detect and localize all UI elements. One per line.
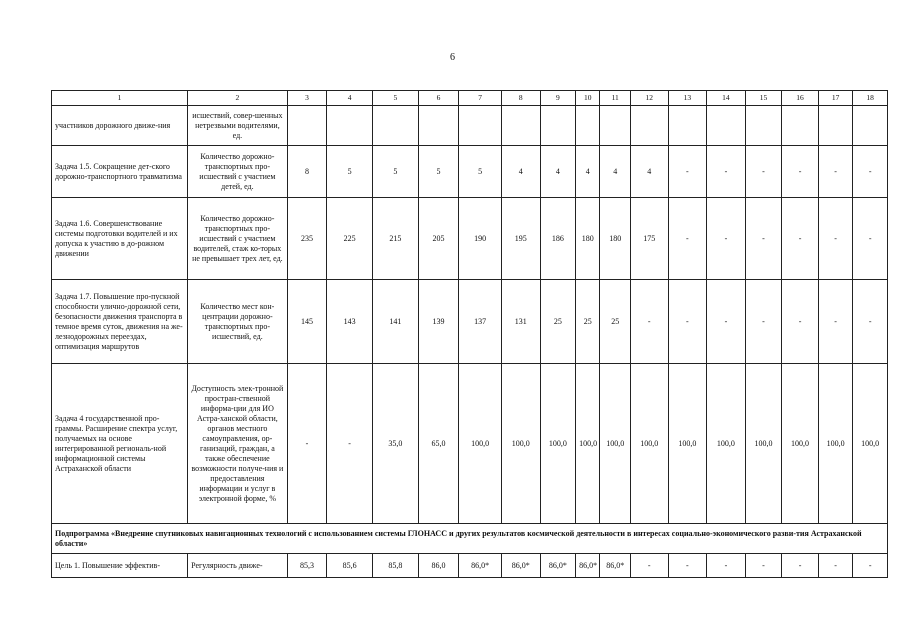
value-cell: -: [327, 364, 373, 524]
value-cell: 25: [576, 280, 600, 364]
header-cell: 13: [668, 91, 707, 106]
header-cell: 17: [818, 91, 853, 106]
value-cell: 5: [327, 146, 373, 198]
value-cell: [287, 106, 327, 146]
value-cell: -: [707, 198, 746, 280]
value-cell: 25: [600, 280, 630, 364]
value-cell: [668, 106, 707, 146]
subprogram-row: [52, 524, 888, 554]
value-cell: 4: [630, 146, 668, 198]
value-cell: -: [782, 280, 819, 364]
value-cell: -: [818, 198, 853, 280]
table-row: [52, 198, 888, 280]
indicator-cell: Количество дорожно-транспортных про-исшествий с участием детей, ед.: [188, 146, 288, 198]
header-cell: 12: [630, 91, 668, 106]
value-cell: -: [745, 146, 782, 198]
task-cell: Задача 1.6. Совершенствование системы подготовки водителей и их допуска к участию в до-рожном движении: [52, 198, 188, 280]
value-cell: -: [818, 146, 853, 198]
value-cell: [782, 106, 819, 146]
value-cell: 5: [459, 146, 502, 198]
table-row: [52, 280, 888, 364]
value-cell: -: [745, 198, 782, 280]
value-cell: 100,0: [630, 364, 668, 524]
indicator-cell: Регулярность движе-: [188, 554, 288, 578]
value-cell: 8: [287, 146, 327, 198]
header-cell: 7: [459, 91, 502, 106]
value-cell: 100,0: [540, 364, 576, 524]
value-cell: 180: [576, 198, 600, 280]
value-cell: -: [782, 198, 819, 280]
task-cell: Задача 1.7. Повышение про-пускной способности улично-дорожной сети, безопасности движения транспорта в темное время суток, движения на же-лезнодорожных переездах, оптимизация маршрутов: [52, 280, 188, 364]
task-cell: Цель 1. Повышение эффектив-: [52, 554, 188, 578]
header-cell: 2: [188, 91, 288, 106]
value-cell: -: [745, 280, 782, 364]
header-cell: 8: [501, 91, 540, 106]
value-cell: 85,8: [372, 554, 418, 578]
value-cell: 100,0: [853, 364, 888, 524]
value-cell: -: [707, 554, 746, 578]
table-row: [52, 106, 888, 146]
header-cell: 18: [853, 91, 888, 106]
value-cell: 100,0: [668, 364, 707, 524]
value-cell: 4: [576, 146, 600, 198]
value-cell: 100,0: [459, 364, 502, 524]
value-cell: 86,0*: [540, 554, 576, 578]
value-cell: 225: [327, 198, 373, 280]
header-cell: 16: [782, 91, 819, 106]
header-cell: 11: [600, 91, 630, 106]
value-cell: 85,6: [327, 554, 373, 578]
header-cell: 1: [52, 91, 188, 106]
indicator-cell: Количество дорожно-транспортных про-исшествий с участием водителей, стаж ко-торых не превышает трех лет, ед.: [188, 198, 288, 280]
value-cell: 100,0: [576, 364, 600, 524]
value-cell: -: [287, 364, 327, 524]
value-cell: -: [853, 554, 888, 578]
value-cell: -: [818, 280, 853, 364]
value-cell: 235: [287, 198, 327, 280]
value-cell: -: [782, 146, 819, 198]
value-cell: -: [707, 146, 746, 198]
value-cell: [745, 106, 782, 146]
value-cell: [501, 106, 540, 146]
value-cell: [600, 106, 630, 146]
value-cell: -: [853, 280, 888, 364]
value-cell: [327, 106, 373, 146]
value-cell: [630, 106, 668, 146]
table-body: [52, 91, 888, 578]
value-cell: 137: [459, 280, 502, 364]
table-row: [52, 364, 888, 524]
value-cell: 100,0: [600, 364, 630, 524]
header-cell: 9: [540, 91, 576, 106]
value-cell: -: [818, 554, 853, 578]
value-cell: -: [630, 554, 668, 578]
value-cell: 145: [287, 280, 327, 364]
value-cell: -: [707, 280, 746, 364]
value-cell: 141: [372, 280, 418, 364]
indicator-cell: Количество мест кон-центрации дорожно-транспортных про-исшествий, ед.: [188, 280, 288, 364]
value-cell: -: [853, 198, 888, 280]
indicator-cell: Доступность элек-тронной простран-ственной информа-ции для ИО Астра-ханской области, органов местного самоуправления, ор-ганизаций, граждан, а также обеспечение возможности получе-ния и предоставления информации и услуг в электронной форме, %: [188, 364, 288, 524]
value-cell: -: [630, 280, 668, 364]
value-cell: [853, 106, 888, 146]
value-cell: 4: [540, 146, 576, 198]
value-cell: 215: [372, 198, 418, 280]
value-cell: 86,0: [418, 554, 459, 578]
value-cell: -: [668, 554, 707, 578]
task-cell: Задача 4 государственной про-граммы. Расширение спектра услуг, получаемых на основе интегрированной региональ-ной информационной системы Астраханской области: [52, 364, 188, 524]
value-cell: 5: [418, 146, 459, 198]
value-cell: -: [745, 554, 782, 578]
value-cell: [540, 106, 576, 146]
task-cell: Задача 1.5. Сокращение дет-ского дорожно-транспортного травматизма: [52, 146, 188, 198]
header-cell: 6: [418, 91, 459, 106]
value-cell: 100,0: [745, 364, 782, 524]
value-cell: 25: [540, 280, 576, 364]
value-cell: -: [853, 146, 888, 198]
value-cell: [459, 106, 502, 146]
subprogram-title: Подпрограмма «Внедрение спутниковых навигационных технологий с использованием системы ГЛОНАСС и других результатов космической деятельности в интересах социально-экономического разви-тия Астраханской области»: [52, 524, 888, 554]
header-cell: 4: [327, 91, 373, 106]
table-row: [52, 146, 888, 198]
value-cell: 86,0*: [459, 554, 502, 578]
header-cell: 14: [707, 91, 746, 106]
header-cell: 15: [745, 91, 782, 106]
value-cell: [576, 106, 600, 146]
value-cell: 4: [501, 146, 540, 198]
table-row: [52, 554, 888, 578]
value-cell: 131: [501, 280, 540, 364]
value-cell: 100,0: [501, 364, 540, 524]
page-number: 6: [450, 52, 455, 63]
value-cell: [418, 106, 459, 146]
value-cell: [372, 106, 418, 146]
value-cell: 86,0*: [600, 554, 630, 578]
indicator-cell: исшествий, совер-шенных нетрезвыми водителями, ед.: [188, 106, 288, 146]
value-cell: 143: [327, 280, 373, 364]
value-cell: 175: [630, 198, 668, 280]
value-cell: 100,0: [782, 364, 819, 524]
value-cell: -: [668, 146, 707, 198]
value-cell: -: [668, 280, 707, 364]
value-cell: 4: [600, 146, 630, 198]
value-cell: 5: [372, 146, 418, 198]
table-header-row: [52, 91, 888, 106]
value-cell: 85,3: [287, 554, 327, 578]
value-cell: 139: [418, 280, 459, 364]
header-cell: 3: [287, 91, 327, 106]
header-cell: 10: [576, 91, 600, 106]
indicators-table: [51, 90, 888, 578]
value-cell: 100,0: [818, 364, 853, 524]
value-cell: 186: [540, 198, 576, 280]
value-cell: -: [668, 198, 707, 280]
value-cell: [707, 106, 746, 146]
value-cell: 86,0*: [576, 554, 600, 578]
value-cell: 195: [501, 198, 540, 280]
value-cell: 65,0: [418, 364, 459, 524]
value-cell: 86,0*: [501, 554, 540, 578]
value-cell: [818, 106, 853, 146]
value-cell: 35,0: [372, 364, 418, 524]
value-cell: -: [782, 554, 819, 578]
task-cell: участников дорожного движе-ния: [52, 106, 188, 146]
value-cell: 180: [600, 198, 630, 280]
value-cell: 205: [418, 198, 459, 280]
header-cell: 5: [372, 91, 418, 106]
value-cell: 190: [459, 198, 502, 280]
value-cell: 100,0: [707, 364, 746, 524]
